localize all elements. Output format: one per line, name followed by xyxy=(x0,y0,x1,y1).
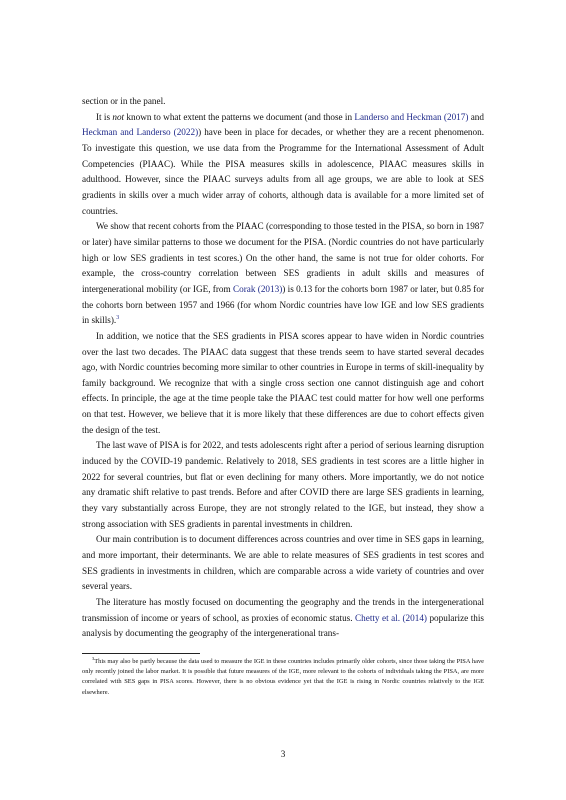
citation-link-corak-2013[interactable]: Corak (2013) xyxy=(232,283,283,294)
paragraph-piaac-intro xyxy=(82,110,484,220)
paragraph-piaac-cohorts xyxy=(82,219,484,329)
text-run: We show that recent cohorts from the PIAAC (corresponding to those tested in the PISA, so born in 1987 or later) have similar patterns to those we document for the PISA. (Nordic countries do not have particularly high or low SES gradients in test scores.) On the other hand, the same is not true for older cohorts. For example, the cross-country correlation between SES gradients in adult skills and measures of intergenerational mobility (or IGE, from xyxy=(82,221,484,294)
text-run: Our main contribution is to document differences across countries and over time in SES gaps in learning, and more important, their determinants. We are able to relate measures of SES gradients in test scores and SES gradients in investments in children, which are comparable across a wide variety of countries and over several years. xyxy=(82,534,484,592)
paragraph-nordic-trends xyxy=(82,329,484,439)
footnote-divider xyxy=(82,653,200,654)
emphasis-not: not xyxy=(112,111,125,122)
citation-link-landerso-heckman-2017[interactable]: Landerso and Heckman (2017) xyxy=(354,111,469,122)
text-run: ) have been in place for decades, or whether they are a recent phenomenon. To investigate this question, we use data from the Programme for the International Assessment of Adult Competencies (PIAAC). While the PISA measures skills in adolescence, PIAAC measures skills in adulthood. However, since the PIAAC surveys adults from all age groups, we are able to look at SES gradients in skills over a much wider array of cohorts, although data is available for a more limited set of countries. xyxy=(82,127,484,216)
text-run: The last wave of PISA is for 2022, and tests adolescents right after a period of serious learning disruption induced by the COVID-19 pandemic. Relatively to 2018, SES gradients in test scores are a little higher in 2022 for several countries, but flat or even declining for many others. More importantly, we do not notice any dramatic shift relative to past trends. Before and after COVID there are large SES gradients in learning, they vary substantially across Europe, they are not strongly related to the IGE, but instead, they show a strong association with SES gradients in parental investments in children. xyxy=(82,440,484,529)
paragraph-literature xyxy=(82,595,484,642)
paragraph-covid xyxy=(82,438,484,532)
main-body-text xyxy=(82,94,484,642)
citation-link-chetty-2014[interactable]: Chetty et al. (2014) xyxy=(355,612,427,623)
footnote-area xyxy=(82,653,484,698)
paragraph-contribution xyxy=(82,532,484,595)
paragraph-continuation xyxy=(82,94,484,110)
page-number: 3 xyxy=(280,749,286,759)
text-run: and xyxy=(468,111,484,122)
text-run: In addition, we notice that the SES gradients in PISA scores appear to have widen in Nordic countries over the last two decades. The PIAAC data suggest that these trends seem to have started several decades ago, with Nordic countries becoming more similar to other countries in Europe in terms of skill-inequality by family background. We recognize that with a single cross section one cannot distinguish age and cohort effects. In principle, the age at the time people take the PIAAC test could matter for how well one performs on that test. However, we believe that it is more likely that these differences are due to cohort effects given the design of the test. xyxy=(82,330,484,435)
text-run: ) is 0.13 for the cohorts born 1987 or later, but 0.85 for the cohorts born between 1957 and 1966 (for whom Nordic countries have low IGE and low SES gradients in skills). xyxy=(82,283,484,326)
text-run: known to what extent the patterns we document (and those in xyxy=(124,111,355,122)
paragraph-text: section or in the panel. xyxy=(82,96,166,106)
footnote-reference-3[interactable]: 3 xyxy=(116,315,120,322)
footnote-3 xyxy=(82,657,484,698)
footnote-mark: 3 xyxy=(92,656,95,661)
text-run: popularize this analysis by documenting the geography of the intergenerational trans- xyxy=(82,612,484,639)
text-run: The literature has mostly focused on documenting the geography and the trends in the intergenerational transmission of income or years of school, as proxies of economic status. xyxy=(82,597,484,623)
citation-link-heckman-landerso-2022[interactable]: Heckman and Landerso (2022) xyxy=(82,127,199,138)
text-run: It is xyxy=(96,111,113,122)
footnote-text: This may also be partly because the data used to measure the IGE in these countries includes primarily older cohorts, since those taking the PISA have only recently joined the labor market. It is possible that future measures of the IGE, more relevant to the cohorts of individuals taking the PISA, are more correlated with SES gaps in PISA scores. However, there is no obvious evidence yet that the IGE is rising in Nordic countries relatively to the IGE elsewhere. xyxy=(82,658,484,696)
